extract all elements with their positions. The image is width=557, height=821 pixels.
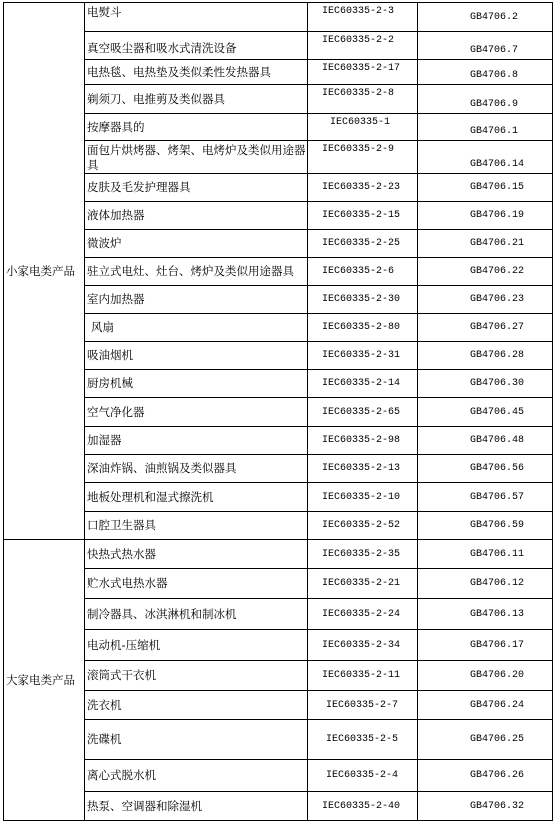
gb-standard-cell: GB4706.14: [418, 141, 553, 174]
iec-standard-cell: IEC60335-2-11: [308, 661, 418, 691]
gb-standard-cell: GB4706.32: [418, 792, 553, 821]
table-row: [4, 85, 553, 114]
product-name-cell: 液体加热器: [85, 202, 308, 230]
table-row: [4, 427, 553, 455]
product-name-cell: 面包片烘烤器、烤架、电烤炉及类似用途器具: [85, 141, 308, 174]
product-name-cell: 空气净化器: [85, 398, 308, 427]
product-name-cell: 电熨斗: [85, 3, 308, 32]
table-row: [4, 512, 553, 540]
product-name-cell: 离心式脱水机: [85, 760, 308, 792]
iec-standard-cell: IEC60335-2-9: [308, 141, 418, 174]
product-name-cell: 洗碟机: [85, 720, 308, 760]
iec-standard-cell: IEC60335-2-98: [308, 427, 418, 455]
table-row: [4, 455, 553, 483]
table-row: [4, 760, 553, 792]
gb-standard-cell: GB4706.8: [418, 60, 553, 85]
table-row: [4, 630, 553, 661]
gb-standard-cell: GB4706.9: [418, 85, 553, 114]
product-name-cell: 电热毯、电热垫及类似柔性发热器具: [85, 60, 308, 85]
category-cell: 小家电类产品: [4, 3, 85, 540]
table-row: [4, 599, 553, 630]
product-name-cell: 按摩器具的: [85, 114, 308, 141]
table-row: [4, 792, 553, 821]
product-name-cell: 真空吸尘器和吸水式清洗设备: [85, 32, 308, 60]
iec-standard-cell: IEC60335-2-35: [308, 540, 418, 569]
product-name-cell: 驻立式电灶、灶台、烤炉及类似用途器具: [85, 258, 308, 286]
product-name-cell: 皮肤及毛发护理器具: [85, 174, 308, 202]
iec-standard-cell: IEC60335-2-6: [308, 258, 418, 286]
product-name-cell: 热泵、空调器和除湿机: [85, 792, 308, 821]
gb-standard-cell: GB4706.20: [418, 661, 553, 691]
table-row: [4, 398, 553, 427]
gb-standard-cell: GB4706.21: [418, 230, 553, 258]
iec-standard-cell: IEC60335-2-15: [308, 202, 418, 230]
product-name-cell: 电动机-压缩机: [85, 630, 308, 661]
table-row: [4, 3, 553, 32]
gb-standard-cell: GB4706.56: [418, 455, 553, 483]
iec-standard-cell: IEC60335-2-14: [308, 370, 418, 398]
table-row: [4, 258, 553, 286]
gb-standard-cell: GB4706.7: [418, 32, 553, 60]
table-row: [4, 314, 553, 342]
table-row: [4, 569, 553, 599]
iec-standard-cell: IEC60335-2-3: [308, 3, 418, 32]
product-name-cell: 风扇: [85, 314, 308, 342]
gb-standard-cell: GB4706.23: [418, 286, 553, 314]
gb-standard-cell: GB4706.15: [418, 174, 553, 202]
iec-standard-cell: IEC60335-2-5: [308, 720, 418, 760]
product-name-cell: 加湿器: [85, 427, 308, 455]
gb-standard-cell: GB4706.12: [418, 569, 553, 599]
product-name-cell: 地板处理机和湿式擦洗机: [85, 483, 308, 512]
product-name-cell: 吸油烟机: [85, 342, 308, 370]
table-row: [4, 720, 553, 760]
gb-standard-cell: GB4706.45: [418, 398, 553, 427]
iec-standard-cell: IEC60335-2-4: [308, 760, 418, 792]
iec-standard-cell: IEC60335-2-65: [308, 398, 418, 427]
gb-standard-cell: GB4706.13: [418, 599, 553, 630]
gb-standard-cell: GB4706.1: [418, 114, 553, 141]
iec-standard-cell: IEC60335-2-23: [308, 174, 418, 202]
iec-standard-cell: IEC60335-2-8: [308, 85, 418, 114]
product-name-cell: 室内加热器: [85, 286, 308, 314]
gb-standard-cell: GB4706.30: [418, 370, 553, 398]
iec-standard-cell: IEC60335-2-30: [308, 286, 418, 314]
table-row: [4, 661, 553, 691]
gb-standard-cell: GB4706.19: [418, 202, 553, 230]
product-name-cell: 贮水式电热水器: [85, 569, 308, 599]
standards-table: [3, 2, 553, 821]
gb-standard-cell: GB4706.27: [418, 314, 553, 342]
product-name-cell: 剃须刀、电推剪及类似器具: [85, 85, 308, 114]
product-name-cell: 微波炉: [85, 230, 308, 258]
product-name-cell: 深油炸锅、油煎锅及类似器具: [85, 455, 308, 483]
gb-standard-cell: GB4706.11: [418, 540, 553, 569]
gb-standard-cell: GB4706.28: [418, 342, 553, 370]
product-name-cell: 滚筒式干衣机: [85, 661, 308, 691]
iec-standard-cell: IEC60335-2-7: [308, 691, 418, 720]
table-row: [4, 141, 553, 174]
iec-standard-cell: IEC60335-2-52: [308, 512, 418, 540]
gb-standard-cell: GB4706.48: [418, 427, 553, 455]
table-row: [4, 342, 553, 370]
category-cell: 大家电类产品: [4, 540, 85, 821]
iec-standard-cell: IEC60335-2-25: [308, 230, 418, 258]
iec-standard-cell: IEC60335-2-34: [308, 630, 418, 661]
table-row: [4, 32, 553, 60]
iec-standard-cell: IEC60335-2-31: [308, 342, 418, 370]
product-name-cell: 洗衣机: [85, 691, 308, 720]
gb-standard-cell: GB4706.59: [418, 512, 553, 540]
iec-standard-cell: IEC60335-2-24: [308, 599, 418, 630]
table-row: [4, 230, 553, 258]
table-row: [4, 540, 553, 569]
table-row: [4, 370, 553, 398]
gb-standard-cell: GB4706.57: [418, 483, 553, 512]
iec-standard-cell: IEC60335-1: [308, 114, 418, 141]
table-row: [4, 691, 553, 720]
product-name-cell: 快热式热水器: [85, 540, 308, 569]
product-name-cell: 厨房机械: [85, 370, 308, 398]
table-row: [4, 483, 553, 512]
product-name-cell: 制冷器具、冰淇淋机和制冰机: [85, 599, 308, 630]
table-row: [4, 202, 553, 230]
gb-standard-cell: GB4706.26: [418, 760, 553, 792]
gb-standard-cell: GB4706.25: [418, 720, 553, 760]
gb-standard-cell: GB4706.24: [418, 691, 553, 720]
table-row: [4, 174, 553, 202]
gb-standard-cell: GB4706.22: [418, 258, 553, 286]
table-row: [4, 114, 553, 141]
table-row: [4, 286, 553, 314]
gb-standard-cell: GB4706.17: [418, 630, 553, 661]
iec-standard-cell: IEC60335-2-80: [308, 314, 418, 342]
table-row: [4, 60, 553, 85]
iec-standard-cell: IEC60335-2-2: [308, 32, 418, 60]
iec-standard-cell: IEC60335-2-10: [308, 483, 418, 512]
iec-standard-cell: IEC60335-2-13: [308, 455, 418, 483]
iec-standard-cell: IEC60335-2-21: [308, 569, 418, 599]
product-name-cell: 口腔卫生器具: [85, 512, 308, 540]
iec-standard-cell: IEC60335-2-17: [308, 60, 418, 85]
gb-standard-cell: GB4706.2: [418, 3, 553, 32]
iec-standard-cell: IEC60335-2-40: [308, 792, 418, 821]
